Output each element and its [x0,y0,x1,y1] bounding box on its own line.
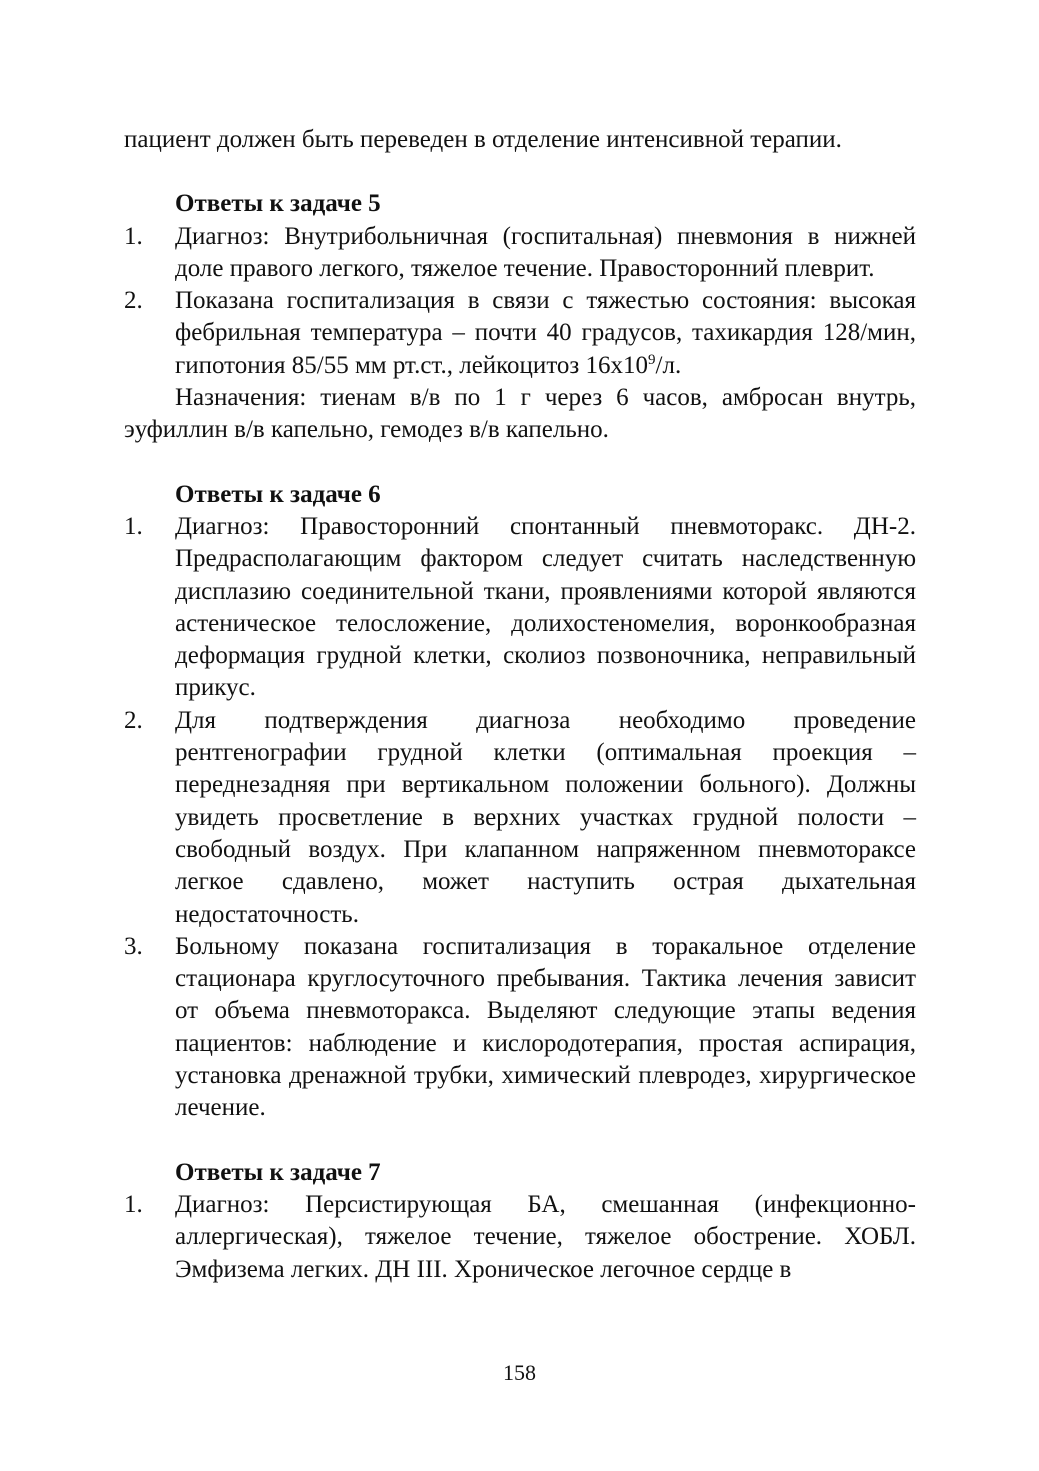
continuation-paragraph: пациент должен быть переведен в отделение интенсивной терапии. [124,126,842,153]
answers-section-5 [124,188,916,446]
list-item [124,705,916,931]
answer-list [124,511,916,1125]
list-item [124,511,916,705]
item-text: Показана госпитализация в связи с тяжестью состояния: высокая фебрильная температура – почти 40 градусов, тахикардия 128/мин, гипотония 85/55 мм рт.ст., лейкоцитоз 16х10 [175,287,916,379]
page-number: 158 [503,1360,536,1385]
document-page [124,124,916,1286]
exponent: 9 [648,351,656,368]
list-item [124,931,916,1125]
item-number: 1. [124,1190,143,1218]
section-gap [124,156,916,188]
prescription-paragraph: Назначения: тиенам в/в по 1 г через 6 часов, амбросан внутрь, эуфиллин в/в капельно, гемодез в/в капельно. [124,384,916,444]
list-item [124,1189,916,1286]
answer-list [124,221,916,382]
answer-list [124,1189,916,1286]
list-item [124,221,916,286]
list-item [124,285,916,382]
section-heading: Ответы к задаче 6 [175,480,381,508]
item-text: Диагноз: Персистирующая БА, смешанная (инфекционно-аллергическая), тяжелое течение, тяжелое обострение. ХОБЛ. Эмфизема легких. ДН III. Хроническое легочное сердце в [175,1190,916,1283]
item-number: 3. [124,932,143,960]
item-number: 2. [124,706,143,734]
section-gap [124,447,916,479]
section-gap [124,1125,916,1157]
item-text: Больному показана госпитализация в торакальное отделение стационара круглосуточного пребывания. Тактика лечения зависит от объема пневмоторакса. Выделяют следующие этапы ведения пациентов: наблюдение и кислородотерапия, простая аспирация, установка дренажной трубки, химический плевродез, хирургическое лечение. [175,932,916,1122]
item-text: Диагноз: Внутрибольничная (госпитальная) пневмония в нижней доле правого легкого, тяжелое течение. Правосторонний плеврит. [175,222,916,282]
item-text: Для подтверждения диагноза необходимо проведение рентгенографии грудной клетки (оптимальная проекция – переднезадняя при вертикальном положении больного). Должны увидеть просветление в верхних участках грудной полости – свободный воздух. При клапанном напряженном пневмотораксе легкое сдавлено, может наступить острая дыхательная недостаточность. [175,706,916,928]
answers-section-6 [124,479,916,1125]
section-heading: Ответы к задаче 5 [175,190,381,218]
item-text: Диагноз: Правосторонний спонтанный пневмоторакс. ДН-2. Предрасполагающим фактором следует считать наследственную дисплазию соединительной ткани, проявлениями которой являются астеническое телосложение, долихостеномелия, воронкообразная деформация грудной клетки, сколиоз позвоночника, неправильный прикус. [175,512,916,702]
item-number: 2. [124,287,143,315]
item-text-end: /л. [655,351,682,379]
section-heading: Ответы к задаче 7 [175,1158,381,1186]
item-number: 1. [124,512,143,540]
answers-section-7 [124,1157,916,1286]
item-number: 1. [124,222,143,250]
